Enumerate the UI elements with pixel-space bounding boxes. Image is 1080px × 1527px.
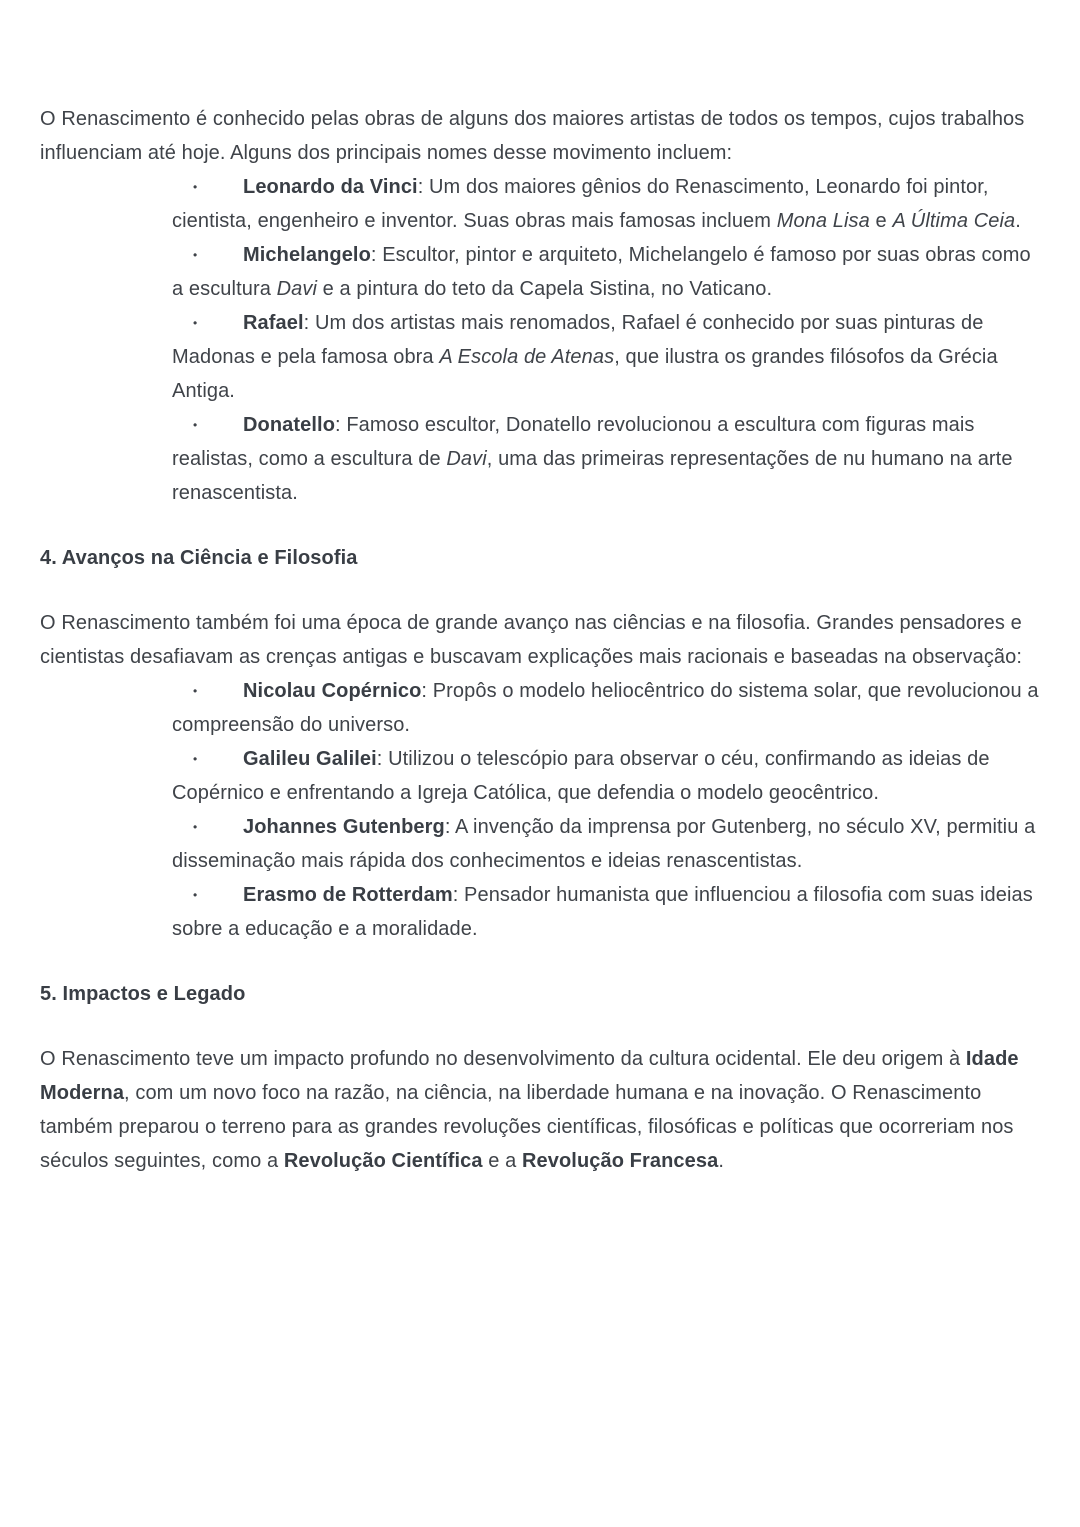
list-item — [40, 810, 1040, 878]
list-item-text: Michelangelo: Escultor, pintor e arquiteto, Michelangelo é famoso por suas obras como a escultura Davi e a pintura do teto da Capela Sistina, no Vaticano. — [172, 244, 1031, 300]
bullet-icon: • — [193, 684, 198, 698]
list-item — [40, 408, 1040, 510]
bullet-icon: • — [193, 820, 198, 834]
bullet-icon: • — [193, 418, 198, 432]
list-item-text: Nicolau Copérnico: Propôs o modelo heliocêntrico do sistema solar, que revolucionou a compreensão do universo. — [172, 680, 1039, 736]
artists-intro-paragraph: O Renascimento é conhecido pelas obras de alguns dos maiores artistas de todos os tempos, cujos trabalhos influenciam até hoje. Alguns dos principais nomes desse movimento incluem: — [40, 108, 1025, 164]
list-item — [40, 170, 1040, 238]
section-heading-legacy: 5. Impactos e Legado — [40, 983, 246, 1005]
list-item-text: Leonardo da Vinci: Um dos maiores gênios do Renascimento, Leonardo foi pintor, cientista, engenheiro e inventor. Suas obras mais famosas incluem Mona Lisa e A Última Ceia. — [172, 176, 1021, 232]
bullet-icon: • — [193, 752, 198, 766]
list-item — [40, 742, 1040, 810]
list-item — [40, 238, 1040, 306]
science-list — [40, 674, 1040, 946]
bullet-icon: • — [193, 180, 198, 194]
science-intro-paragraph: O Renascimento também foi uma época de grande avanço nas ciências e na filosofia. Grandes pensadores e cientistas desafiavam as crenças antigas e buscavam explicações mais racionais e baseadas na observação: — [40, 612, 1023, 668]
bullet-icon: • — [193, 316, 198, 330]
list-item-text: Johannes Gutenberg: A invenção da imprensa por Gutenberg, no século XV, permitiu a disseminação mais rápida dos conhecimentos e ideias renascentistas. — [172, 816, 1036, 872]
list-item — [40, 306, 1040, 408]
artists-list — [40, 170, 1040, 510]
section-heading-science: 4. Avanços na Ciência e Filosofia — [40, 547, 358, 569]
legacy-paragraph: O Renascimento teve um impacto profundo no desenvolvimento da cultura ocidental. Ele deu origem à Idade Moderna, com um novo foco na razão, na ciência, na liberdade humana e na inovação. O Renascimento também preparou o terreno para as grandes revoluções científicas, filosóficas e políticas que ocorreriam nos séculos seguintes, como a Revolução Científica e a Revolução Francesa. — [40, 1048, 1019, 1172]
list-item — [40, 674, 1040, 742]
list-item-text: Donatello: Famoso escultor, Donatello revolucionou a escultura com figuras mais realistas, como a escultura de Davi, uma das primeiras representações de nu humano na arte renascentista. — [172, 414, 1013, 504]
list-item-text: Rafael: Um dos artistas mais renomados, Rafael é conhecido por suas pinturas de Madonas e pela famosa obra A Escola de Atenas, que ilustra os grandes filósofos da Grécia Antiga. — [172, 312, 998, 402]
list-item-text: Galileu Galilei: Utilizou o telescópio para observar o céu, confirmando as ideias de Copérnico e enfrentando a Igreja Católica, que defendia o modelo geocêntrico. — [172, 748, 990, 804]
list-item-text: Erasmo de Rotterdam: Pensador humanista que influenciou a filosofia com suas ideias sobre a educação e a moralidade. — [172, 884, 1033, 940]
bullet-icon: • — [193, 248, 198, 262]
bullet-icon: • — [193, 888, 198, 902]
list-item — [40, 878, 1040, 946]
